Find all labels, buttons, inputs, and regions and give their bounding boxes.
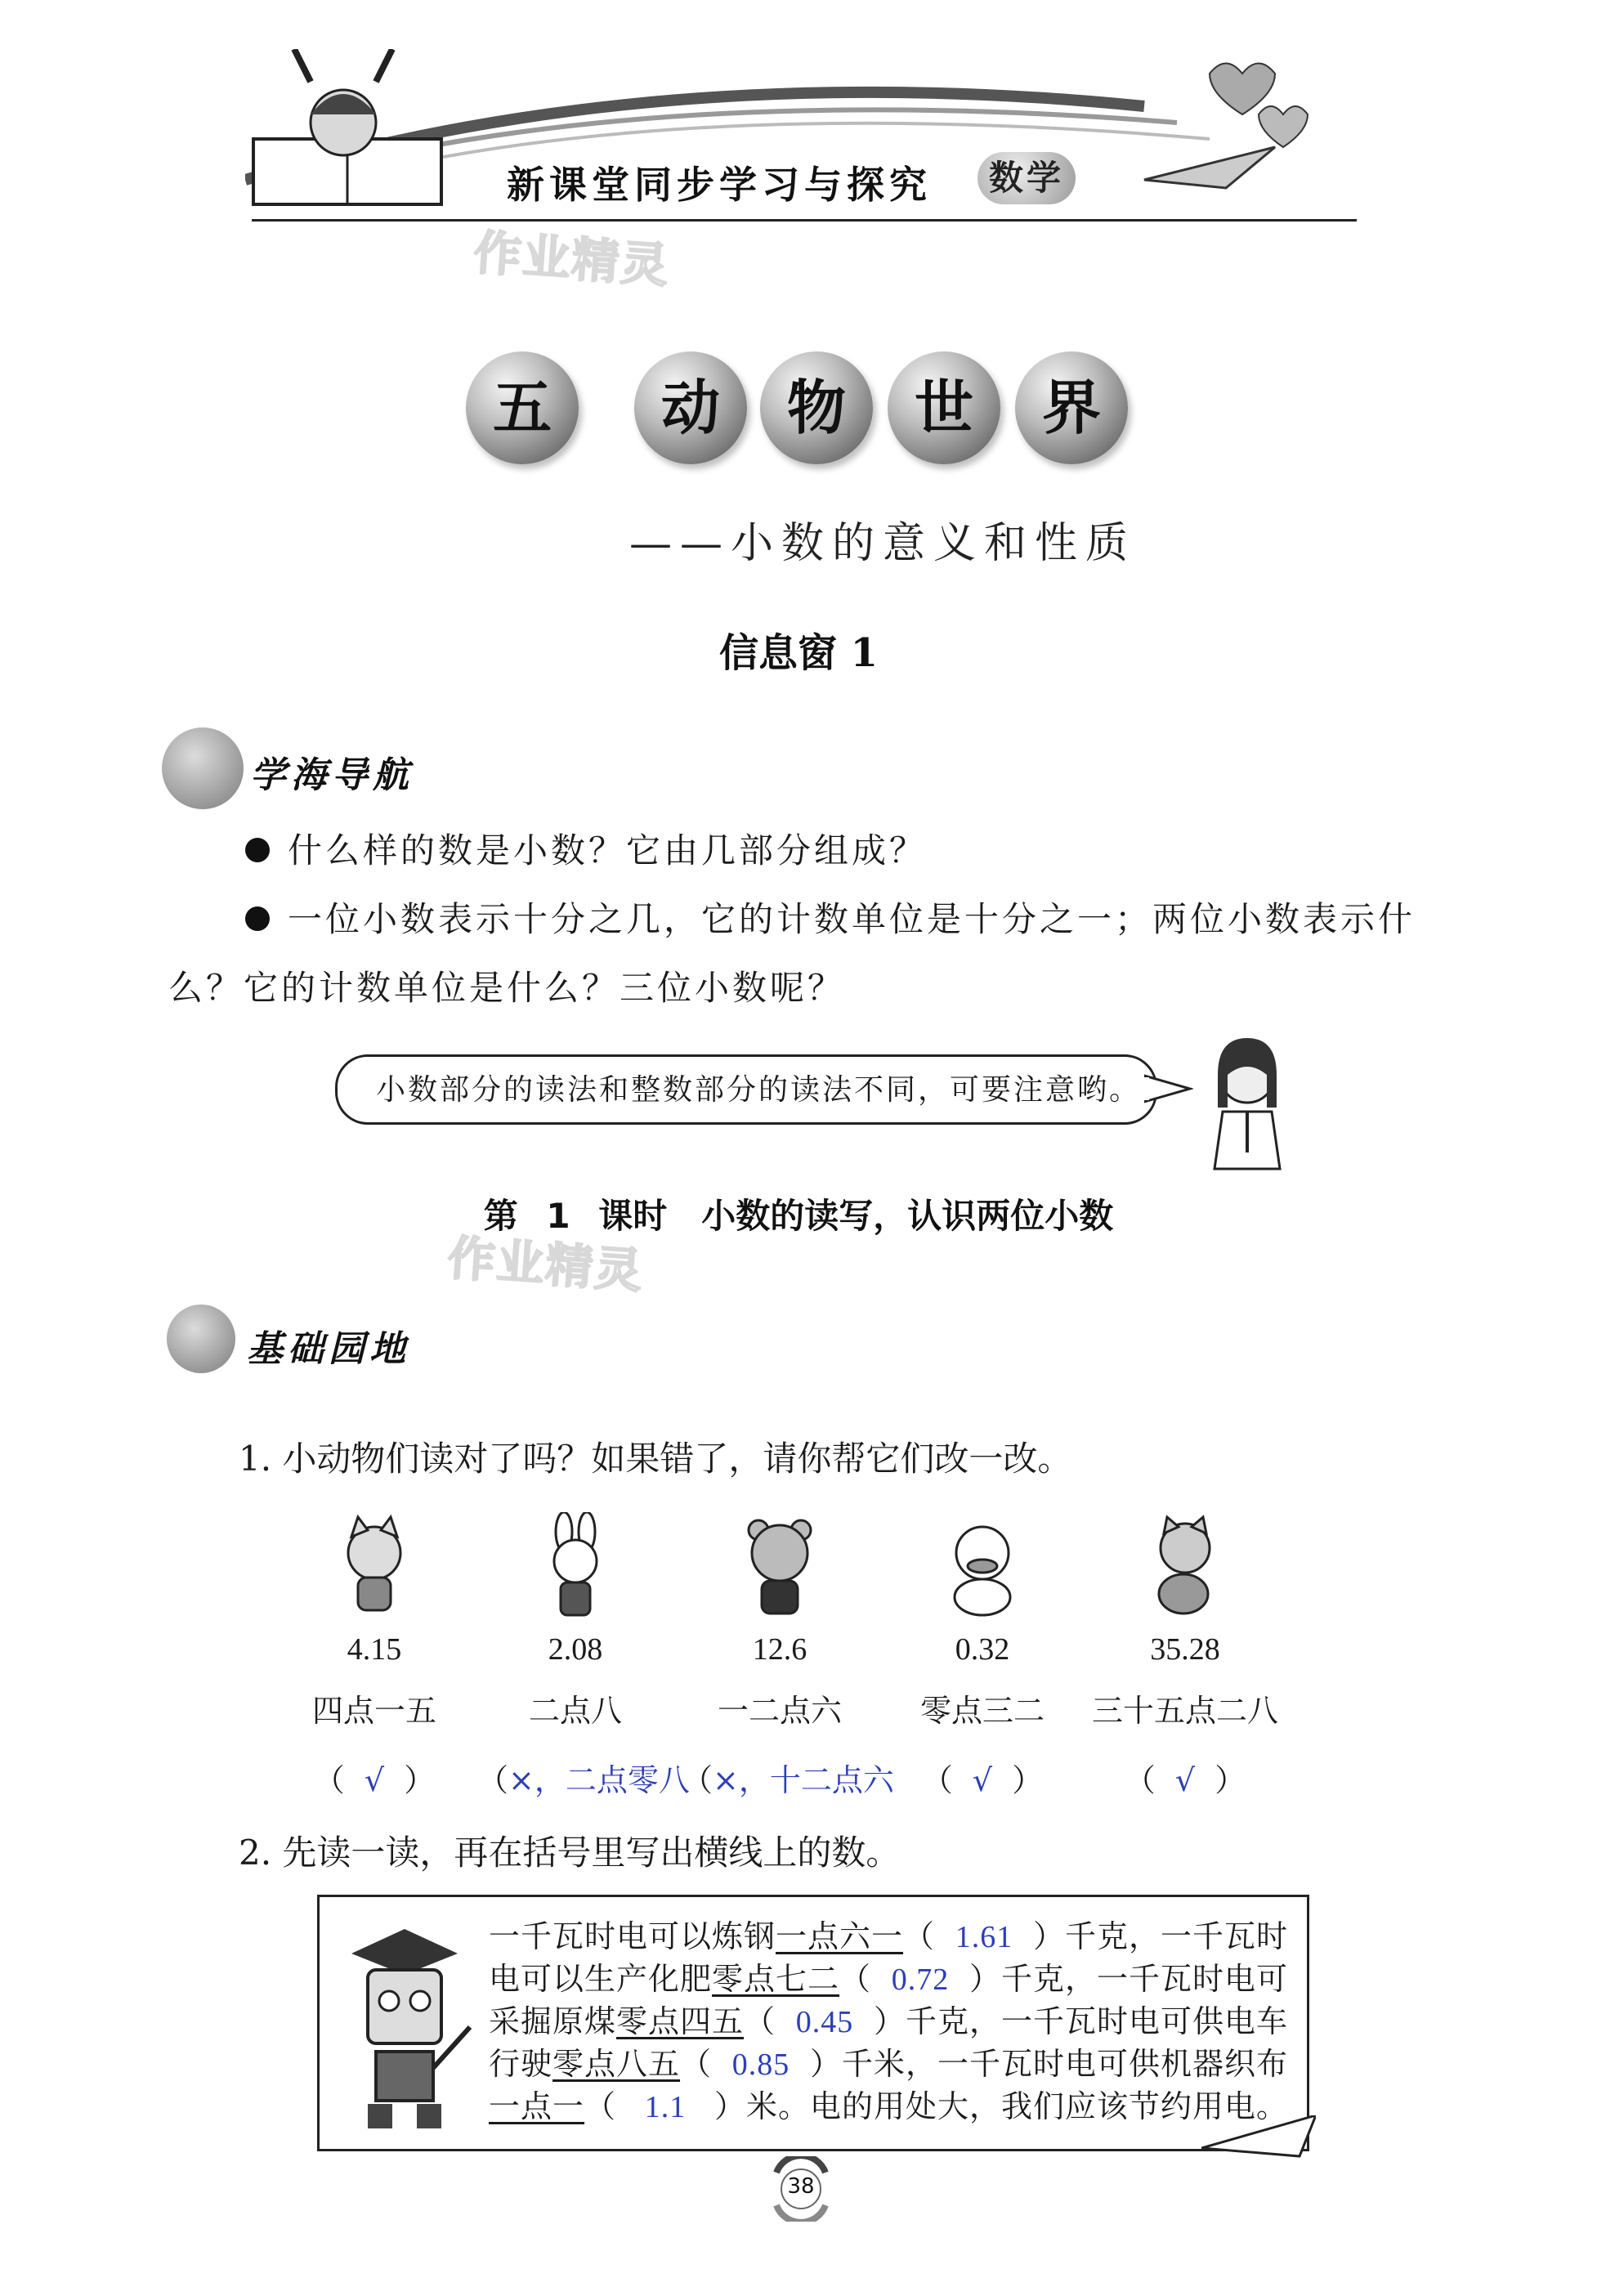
section-title-guide: 学海导航 — [250, 754, 414, 796]
animal-item — [884, 1512, 1080, 1800]
lesson-title: 第 1 课时 小数的读写，认识两位小数 — [483, 1196, 1114, 1236]
unit-title-char: 世 — [888, 351, 1000, 464]
animal-answer: （ √ ） — [921, 1762, 1044, 1798]
tiger-icon — [1136, 1512, 1234, 1618]
duck-icon — [933, 1512, 1031, 1618]
animal-number: 2.08 — [548, 1632, 603, 1667]
subject-badge: 数学 — [977, 152, 1076, 204]
bullet-dot-icon — [245, 906, 270, 931]
animal-answer: （ √ ） — [1124, 1762, 1246, 1798]
passage-line: 行驶零点八五（ 0.85 ）千米，一千瓦时电可供机器织布 — [489, 2046, 1289, 2082]
animal-reading: 二点八 — [528, 1693, 622, 1729]
watermark: 作业精灵 — [472, 224, 672, 294]
question-2: 2. 先读一读，再在括号里写出横线上的数。 — [239, 1833, 901, 1873]
animal-answer: （×，十二点六 — [682, 1762, 894, 1798]
question-1: 1. 小动物们读对了吗？如果错了，请你帮它们改一改。 — [239, 1439, 1072, 1479]
section-title-basics: 基础园地 — [247, 1328, 410, 1370]
robot-teacher-icon — [335, 1929, 474, 2133]
animal-item — [682, 1512, 894, 1800]
studying-kid-icon — [167, 1305, 235, 1373]
reading-girl-icon — [245, 49, 450, 221]
animal-reading: 一二点六 — [717, 1693, 842, 1729]
binoculars-kid-icon — [162, 727, 244, 809]
bullet-dot-icon — [245, 838, 270, 862]
animal-item — [1087, 1512, 1283, 1800]
animal-answer: （×，二点零八 — [477, 1762, 690, 1798]
header-rule — [252, 219, 1357, 222]
bubble-tail — [1144, 1072, 1193, 1105]
animal-reading: 四点一五 — [311, 1693, 436, 1729]
unit-title-char: 物 — [760, 351, 873, 464]
cat-icon — [325, 1512, 423, 1618]
passage-line: 电可以生产化肥零点七二（ 0.72 ）千克，一千瓦时电可 — [489, 1961, 1289, 1997]
watermark: 作业精灵 — [445, 1229, 646, 1300]
guide-bullet: 一位小数表示十分之几，它的计数单位是十分之一；两位小数表示什 — [245, 893, 1416, 942]
teacher-girl-icon — [1198, 1038, 1296, 1177]
info-window-title: 信息窗 1 — [718, 630, 879, 676]
running-title: 新课堂同步学习与探究 — [507, 163, 932, 207]
animal-number: 4.15 — [347, 1632, 402, 1667]
animal-item — [477, 1512, 690, 1800]
unit-title-char: 五 — [466, 351, 579, 464]
animal-reading: 三十五点二八 — [1091, 1693, 1278, 1729]
passage-line: 采掘原煤零点四五（ 0.45 ）千克，一千瓦时电可供电车 — [489, 2003, 1289, 2039]
animal-number: 12.6 — [752, 1632, 807, 1667]
bear-icon — [731, 1512, 829, 1618]
rabbit-icon — [526, 1512, 624, 1618]
animal-item — [276, 1512, 472, 1800]
passage-line: 一千瓦时电可以炼钢一点六一（ 1.61 ）千克，一千瓦时 — [489, 1918, 1289, 1954]
animal-reading: 零点三二 — [919, 1693, 1045, 1729]
bubble-text: 小数部分的读法和整数部分的读法不同，可要注意哟。 — [376, 1073, 1142, 1107]
page-number: 38 — [787, 2174, 815, 2199]
guide-bullet: 什么样的数是小数？它由几部分组成？ — [245, 824, 927, 873]
unit-subtitle: ——小数的意义和性质 — [629, 519, 1137, 568]
animal-number: 0.32 — [955, 1632, 1010, 1667]
unit-title-char: 界 — [1015, 351, 1128, 464]
guide-bullet-continuation: 么？它的计数单位是什么？三位小数呢？ — [168, 968, 846, 1008]
passage-line: 一点一（ 1.1 ）米。电的用处大，我们应该节约用电。 — [489, 2088, 1289, 2124]
unit-title-char: 动 — [634, 351, 747, 464]
animal-number: 35.28 — [1150, 1632, 1220, 1667]
animal-answer: （ √ ） — [313, 1762, 436, 1798]
